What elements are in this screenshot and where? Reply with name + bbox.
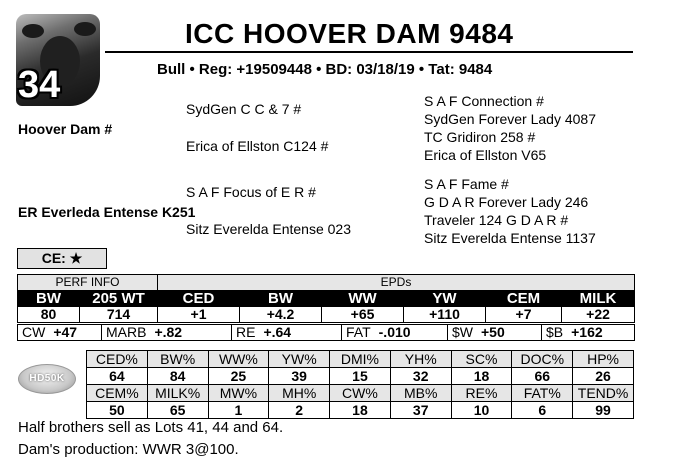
index-value: +50 [481,324,505,340]
hd50k-label: FAT% [512,385,573,402]
dam-dam-sire: Traveler 124 G D A R # [424,212,569,228]
index-cell [342,325,448,341]
sire-dam-dam: Erica of Ellston V65 [424,147,547,163]
perf-info-header: PERF INFO [18,275,158,291]
sire-dam: Erica of Ellston C124 # [186,138,329,154]
hd50k-value-row [87,402,634,419]
epd-value: +1 [158,307,240,323]
epd-value: +4.2 [240,307,322,323]
epd-header-row [18,275,635,291]
sire-sire-dam: SydGen Forever Lady 4087 [424,111,596,127]
animal-name: ICC HOOVER DAM 9484 [185,18,514,49]
hd50k-value: 25 [208,368,269,385]
dam-sire: S A F Focus of E R # [186,184,316,200]
index-label: FAT [346,324,371,340]
calving-ease-badge: CE: ★ [17,248,107,269]
index-value: +47 [53,324,78,340]
hd50k-value: 18 [451,368,512,385]
index-value: +.82 [154,324,183,340]
hd50k-label: CEM% [87,385,148,402]
index-label: $B [546,324,564,340]
lot-number: 34 [18,64,61,106]
epd-label: MILK [562,291,635,307]
hd50k-value: 2 [269,402,330,419]
epd-value: 80 [18,307,80,323]
sire-dam-sire: TC Gridiron 258 # [424,129,536,145]
index-label: RE [236,324,256,340]
dam-sire-dam: G D A R Forever Lady 246 [424,194,589,210]
hd50k-value: 15 [330,368,391,385]
epds-header: EPDs [158,275,635,291]
hd50k-value: 18 [330,402,391,419]
hd50k-label: SC% [451,351,512,368]
hd50k-value: 66 [512,368,573,385]
index-row [18,325,635,341]
sire-name: Hoover Dam # [18,121,113,137]
hd50k-label: CW% [330,385,391,402]
hd50k-value: 64 [87,368,148,385]
hd50k-label-row [87,351,634,368]
hd50k-value: 6 [512,402,573,419]
hd50k-label: HP% [573,351,634,368]
sire-sire-sire: S A F Connection # [424,93,544,109]
epd-label: CEM [486,291,562,307]
hd50k-value: 50 [87,402,148,419]
index-cell [102,325,232,341]
registration-line: Bull • Reg: +19509448 • BD: 03/18/19 • Tat: 9484 [157,61,493,78]
epd-label: 205 WT [80,291,158,307]
index-cell [232,325,342,341]
index-cell [542,325,635,341]
epd-label: WW [322,291,404,307]
hd50k-label: YH% [390,351,451,368]
hd50k-label-row [87,385,634,402]
hd50k-value-row [87,368,634,385]
hd50k-value: 65 [147,402,208,419]
lot-number-box [14,64,80,108]
hd50k-table [86,350,634,419]
hd50k-label: BW% [147,351,208,368]
hd50k-value: 84 [147,368,208,385]
hd50k-label: WW% [208,351,269,368]
hd50k-label: YW% [269,351,330,368]
hd50k-logo: HD50K [18,364,76,394]
dam-dam-dam: Sitz Everelda Entense 1137 [424,230,596,246]
index-label: $W [452,324,473,340]
hd50k-label: DMI% [330,351,391,368]
index-value: -.010 [378,324,411,340]
epd-value-row [18,307,635,323]
epd-value: +65 [322,307,404,323]
epd-table [17,274,635,323]
hd50k-value: 1 [208,402,269,419]
index-table [17,324,635,341]
hd50k-value: 10 [451,402,512,419]
dam-sire-sire: S A F Fame # [424,176,509,192]
hd50k-label: CED% [87,351,148,368]
index-label: CW [22,324,46,340]
index-value: +.64 [263,324,292,340]
sire-sire: SydGen C C & 7 # [186,101,302,117]
epd-value: +110 [404,307,486,323]
epd-value: +7 [486,307,562,323]
epd-value: 714 [80,307,158,323]
hd50k-value: 37 [390,402,451,419]
hd50k-value: 99 [573,402,634,419]
hd50k-value: 32 [390,368,451,385]
epd-label: YW [404,291,486,307]
index-cell [448,325,542,341]
hd50k-label: DOC% [512,351,573,368]
hd50k-label: MB% [390,385,451,402]
hd50k-label: MH% [269,385,330,402]
epd-label: BW [240,291,322,307]
hd50k-value: 39 [269,368,330,385]
index-cell [18,325,102,341]
epd-value: +22 [562,307,635,323]
dam-dam: Sitz Everelda Entense 023 [186,221,351,237]
dam-production-note: Dam's production: WWR 3@100. [18,441,239,458]
title-divider [105,51,633,53]
epd-label: BW [18,291,80,307]
hd50k-label: TEND% [573,385,634,402]
dam-name: ER Everleda Entense K251 [18,204,196,220]
epd-label-row [18,291,635,307]
epd-label: CED [158,291,240,307]
index-value: +162 [571,324,603,340]
hd50k-label: MILK% [147,385,208,402]
hd50k-label: MW% [208,385,269,402]
half-brothers-note: Half brothers sell as Lots 41, 44 and 64. [18,419,284,436]
index-label: MARB [106,324,147,340]
hd50k-label: RE% [451,385,512,402]
hd50k-value: 26 [573,368,634,385]
